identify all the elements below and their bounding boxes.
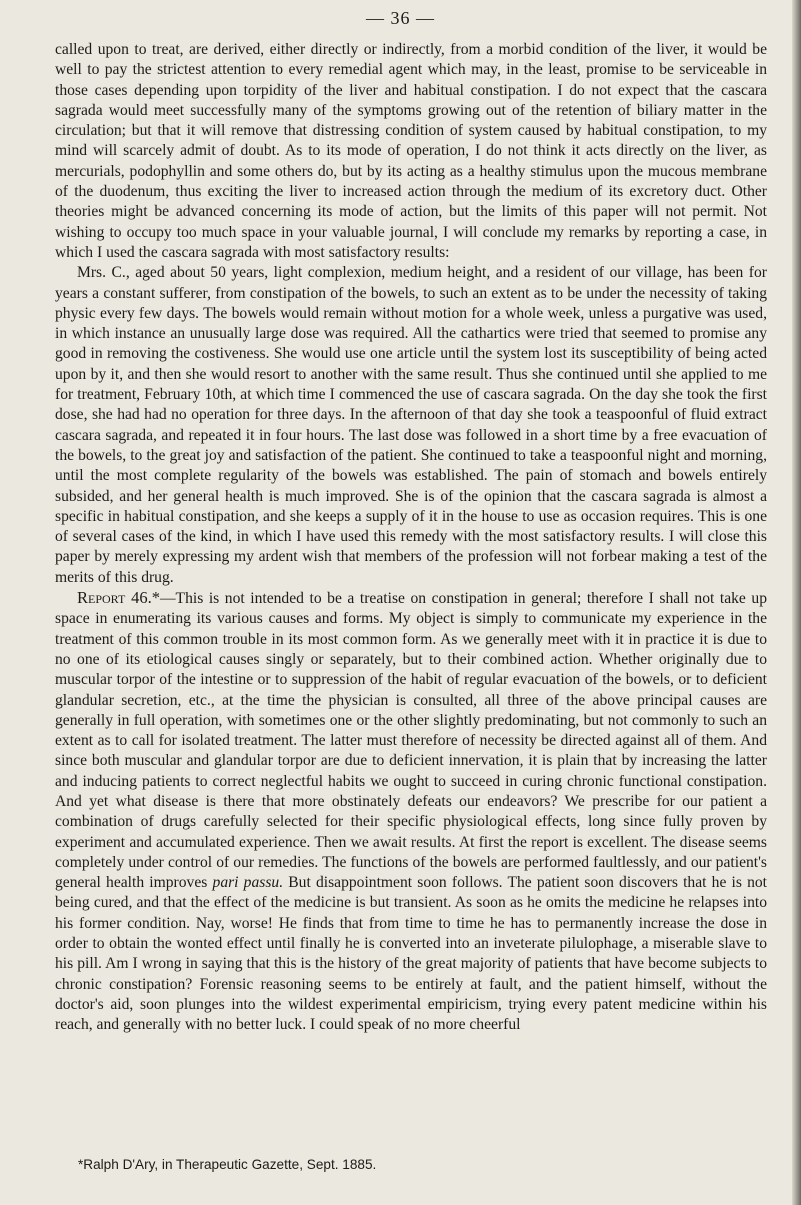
page-edge-shadow bbox=[792, 0, 801, 1205]
report-text-continued: But disappointment soon follows. The patient soon discovers that he is not being cured, and that the effect of the medicine is but transient. As soon as he omits the medicine he relapses into his former condition. Nay, worse! He finds that from time to time he has to permanently increase the dose in order to obtain the wonted effect until finally he is converted into an inveterate pilulophage, a miserable slave to his pill. Am I wrong in saying that this is the history of the great majority of patients that have become subjects to chronic constipation? Forensic reasoning seems to be entirely at fault, and the patient himself, without the doctor's aid, soon plunges into the wildest experimental empiricism, trying every patent medicine within his reach, and generally with no better luck. I could speak of no more cheerful bbox=[55, 874, 768, 1034]
page-number: — 36 — bbox=[366, 8, 435, 28]
report-heading: Report 46.* bbox=[77, 588, 160, 608]
paragraph-continuation: called upon to treat, are derived, either directly or indirectly, from a morbid condition of the liver, it would be well to pay the strictest attention to every remedial agent which may, in the least, promise to be serviceable in those cases depending upon torpidity of the liver and habitual constipation. I do not expect that the cascara sagrada would meet successfully many of the symptoms growing out of the retention of biliary matter in the circulation; but that it will remove that distressing condition of system caused by habitual constipation, to my mind will scarcely admit of doubt. As to its mode of operation, I do not think it acts directly on the liver, as mercurials, podophyllin and some others do, but by its acting as a healthy stimulus upon the mucous membrane of the duodenum, thus exciting the liver to increased action through the medium of its excretory duct. Other theories might be advanced concerning its mode of action, but the limits of this paper will not permit. Not wishing to occupy too much space in your valuable journal, I will conclude my remarks by reporting a case, in which I used the cascara sagrada with most satisfactory results: bbox=[55, 41, 767, 261]
italic-phrase: pari passu. bbox=[212, 874, 284, 892]
paragraph-case-report: Mrs. C., aged about 50 years, light complexion, medium height, and a resident of our village, has been for years a constant sufferer, from constipation of the bowels, to such an extent as to be under the necessity of taking physic every few days. The bowels would remain without motion for a whole week, unless a purgative was used, in which instance an unusually large dose was required. All the cathartics were tried that seemed to promise any good in removing the costiveness. She would use one article until the system lost its susceptibility of being acted upon by it, and then she would resort to another with the same result. Thus she continued until she applied to me for treatment, February 10th, at which time I commenced the use of cascara sagrada. On the day she took the first dose, she had had no operation for three days. In the afternoon of that day she took a teaspoonful of fluid extract cascara sagrada, and repeated it in four hours. The last dose was followed in a short time by a free evacuation of the bowels, to the great joy and satisfaction of the patient. She continued to take a teaspoonful night and morning, until the most complete regularity of the bowels was established. The pain of stomach and bowels entirely subsided, and her general health is much improved. She is of the opinion that the cascara sagrada is almost a specific in habitual constipation, and she keeps a supply of it in the house to use as occasion requires. This is one of several cases of the kind, in which I have used this remedy with the most satisfactory results. I will close this paper by merely expressing my ardent wish that members of the profession will not forbear making a test of the merits of this drug. bbox=[55, 264, 767, 586]
paragraph-report-46 bbox=[55, 588, 767, 1036]
report-text: —This is not intended to be a treatise on constipation in general; therefore I shall not take up space in enumerating its various causes and forms. My object is simply to communicate my experience in the treatment of this common trouble in its most common form. As we generally meet with it in practice it is due to no one of its etiological causes singly or separately, but to their combined action. Whether originally due to muscular torpor of the intestine or to suppression of the habit of regular evacuation of the bowels, or to deficient glandular secretion, etc., at the time the physician is consulted, all three of the above principal causes are generally in full operation, with sometimes one or the other slightly predominating, but not commonly to such an extent as to call for isolated treatment. The latter must therefore of necessity be directed against all of them. And since both muscular and glandular torpor are due to deficient innervation, it is plain that by increasing the latter and inducing patients to correct neglectful habits we ought to succeed in curing chronic functional constipation. And yet what disease is there that more obstinately defeats our endeavors? We prescribe for our patient a combination of drugs carefully selected for their specific physiological effects, long since fully proven by experiment and accumulated experience. Then we await results. At first the report is excellent. The disease seems completely under control of our remedies. The functions of the bowels are performed faultlessly, and our patient's general health improves bbox=[55, 590, 767, 892]
body-text bbox=[55, 40, 767, 1036]
footnote: *Ralph D'Ary, in Therapeutic Gazette, Sept. 1885. bbox=[78, 1157, 377, 1172]
